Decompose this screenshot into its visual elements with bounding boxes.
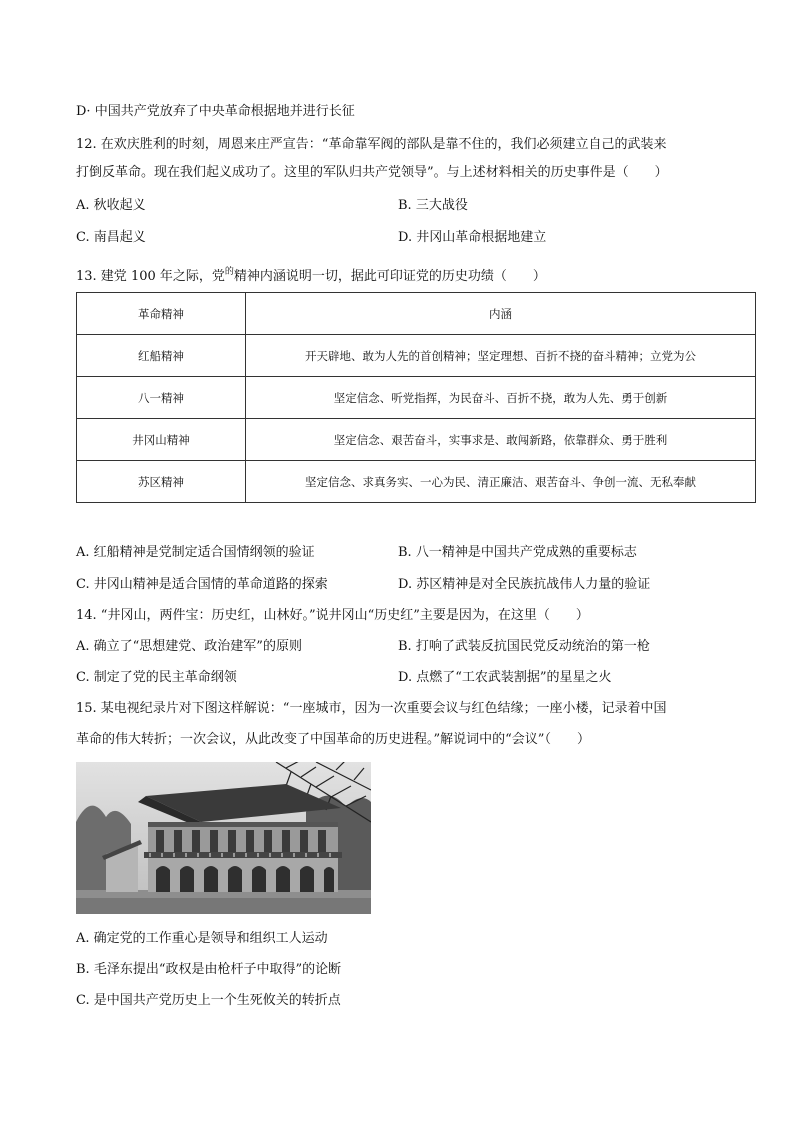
table-cell-meaning: 开天辟地、敢为人先的首创精神；坚定理想、百折不挠的奋斗精神；立党为公 — [246, 335, 756, 377]
table-cell-spirit: 八一精神 — [77, 377, 246, 419]
q13-option-d: D. 苏区精神是对全民族抗战伟人力量的验证 — [398, 577, 651, 592]
table-cell-meaning: 坚定信念、听党指挥，为民奋斗、百折不挠，敢为人先、勇于创新 — [246, 377, 756, 419]
q12-stem-line1: 12. 在欢庆胜利的时刻，周恩来庄严宣告：“革命靠军阀的部队是靠不住的，我们必须建立自己的武装来 — [76, 137, 667, 152]
q15-option-c: C. 是中国共产党历史上一个生死攸关的转折点 — [76, 993, 341, 1008]
q14-option-b: B. 打响了武装反抗国民党反动统治的第一枪 — [398, 639, 650, 654]
table-cell-spirit: 红船精神 — [77, 335, 246, 377]
historic-building-photo — [76, 762, 371, 914]
q14-option-d: D. 点燃了“工农武装割据”的星星之火 — [398, 670, 612, 685]
q14-option-c: C. 制定了党的民主革命纲领 — [76, 670, 237, 685]
q15-option-a: A. 确定党的工作重心是领导和组织工人运动 — [76, 931, 328, 946]
q12-option-b: B. 三大战役 — [398, 198, 468, 213]
q12-option-d: D. 井冈山革命根据地建立 — [398, 230, 547, 245]
q12-option-c: C. 南昌起义 — [76, 230, 146, 245]
q15-option-b: B. 毛泽东提出“政权是由枪杆子中取得”的论断 — [76, 962, 342, 977]
q13-option-b: B. 八一精神是中国共产党成熟的重要标志 — [398, 545, 637, 560]
q15-stem-line1: 15. 某电视纪录片对下图这样解说：“一座城市，因为一次重要会议与红色结缘；一座小楼，记录着中国 — [76, 701, 667, 716]
table-row — [77, 335, 756, 377]
table-header-cell: 内涵 — [246, 293, 756, 335]
q12-option-a: A. 秋收起义 — [76, 198, 146, 213]
q13-option-a: A. 红船精神是党制定适合国情纲领的验证 — [76, 545, 315, 560]
table-header-cell: 革命精神 — [77, 293, 246, 335]
q14-option-a: A. 确立了“思想建党、政治建军”的原则 — [76, 639, 302, 654]
q13-stem-post: 精神内涵说明一切，据此可印证党的历史功绩（ ） — [233, 269, 546, 284]
q13-stem-pre: 13. 建党 100 年之际，党 — [76, 269, 225, 284]
table-row — [77, 377, 756, 419]
q11-option-d: D· 中国共产党放弃了中央革命根据地并进行长征 — [76, 104, 355, 119]
q13-stem — [76, 268, 546, 287]
q12-stem-line2: 打倒反革命。现在我们起义成功了。这里的军队归共产党领导”。与上述材料相关的历史事件是（ ） — [76, 165, 668, 180]
table-cell-meaning: 坚定信念、艰苦奋斗，实事求是、敢闯新路，依靠群众、勇于胜利 — [246, 419, 756, 461]
q13-stem-sup: 的 — [224, 267, 234, 277]
table-header-row — [77, 293, 756, 335]
spirit-table — [76, 292, 756, 503]
table-cell-spirit: 井冈山精神 — [77, 419, 246, 461]
table-cell-spirit: 苏区精神 — [77, 461, 246, 503]
q15-stem-line2: 革命的伟大转折；一次会议，从此改变了中国革命的历史进程。”解说词中的“会议”（ ） — [76, 732, 590, 747]
table-row — [77, 461, 756, 503]
table-row — [77, 419, 756, 461]
q13-option-c: C. 井冈山精神是适合国情的革命道路的探索 — [76, 577, 328, 592]
table-cell-meaning: 坚定信念、求真务实、一心为民、清正廉洁、艰苦奋斗、争创一流、无私奉献 — [246, 461, 756, 503]
q14-stem: 14. “井冈山，两件宝：历史红，山林好。”说井冈山“历史红”主要是因为，在这里（ ） — [76, 608, 589, 623]
